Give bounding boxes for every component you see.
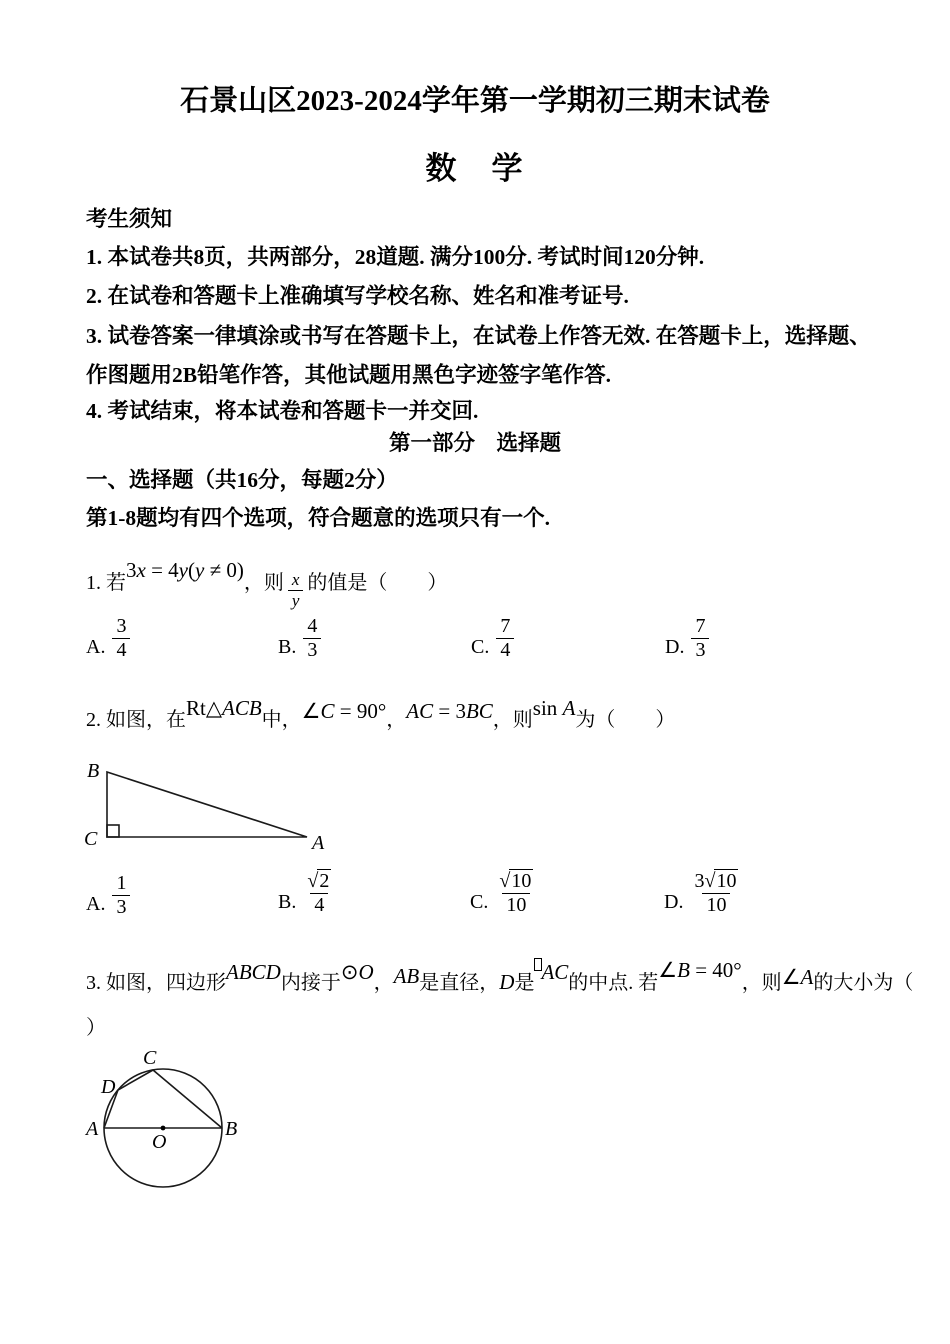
q3-text: ， [373, 972, 394, 994]
fraction-with-radical: $\frac{√10}{10}$ [499, 870, 532, 916]
q2-option-a [86, 872, 130, 919]
radical-sign: √ [704, 870, 716, 892]
option-label: B. [278, 891, 297, 913]
radical-sign: √ [499, 870, 511, 892]
q3-text: 3. 如图，四边形 [86, 972, 226, 994]
inscribed-quadrilateral [104, 1070, 222, 1128]
q3-angle-a: ∠A [781, 965, 814, 989]
notice-item-4: 4. 考试结束，将本试卷和答题卡一并交回. [86, 399, 479, 423]
section-heading: 一、选择题（共16分，每题2分） [86, 468, 398, 492]
q2-text: 2. 如图，在 [86, 709, 186, 731]
q1-text: ，则 [243, 572, 284, 594]
arc-symbol [534, 958, 542, 971]
q3-text: 是直径， [419, 972, 500, 994]
page-title: 石景山区2023-2024学年第一学期初三期末试卷 [180, 85, 770, 117]
notice-item-3: 3. 试卷答案一律填涂或书写在答题卡上，在试卷上作答无效. 在答题卡上，选择题、作图题用2B铅笔作答，其他试题用黑色字迹签字笔作答. [86, 324, 871, 387]
q1-text: 1. 若 [86, 572, 126, 594]
q3-circle-name: ⊙O [340, 960, 374, 984]
q3-text: ，则 [741, 972, 782, 994]
q1-option-c [471, 615, 514, 662]
fraction: $\frac{7}{4}$ [496, 615, 514, 662]
q1-text: 的值是（ ） [307, 572, 448, 594]
part1-title: 第一部分 选择题 [388, 431, 561, 455]
q1-option-d [665, 615, 709, 662]
circle-label-o: O [152, 1131, 167, 1153]
option-label: A. [86, 636, 106, 658]
notice-item-2: 2. 在试卷和答题卡上准确填写学校名称、姓名和准考证号. [86, 284, 629, 308]
q2-option-d [664, 869, 742, 917]
center-dot [161, 1126, 166, 1131]
notice-heading: 考生须知 [86, 207, 173, 231]
q3-text: 内接于 [280, 972, 341, 994]
circle-label-b: B [225, 1118, 238, 1140]
q2-sin-formula: sin A [532, 696, 576, 720]
fraction-with-radical: $\frac{3√10}{10}$ [694, 870, 737, 916]
triangle-figure [85, 757, 335, 852]
q2-text: ，则 [492, 709, 533, 731]
option-label: D. [665, 636, 685, 658]
option-label: C. [471, 636, 490, 658]
q2-side-formula: AC = 3BC [406, 699, 493, 723]
q2-option-b [278, 869, 335, 917]
radical-sign: √ [307, 870, 319, 892]
q3-text: 的中点. 若 [568, 972, 659, 994]
question-2 [86, 696, 676, 732]
notice-item-1: 1. 本试卷共8页，共两部分，28道题. 满分100分. 考试时间120分钟. [86, 245, 705, 269]
q1-fraction-x-over-y: $\frac{x}{y}$ [288, 570, 304, 610]
fraction: $\frac{7}{3}$ [691, 615, 709, 662]
option-label: B. [278, 636, 297, 658]
fraction: $\frac{4}{3}$ [303, 615, 321, 662]
circle-label-c: C [143, 1047, 157, 1069]
option-label: D. [664, 891, 684, 913]
q3-angle-b-formula: ∠B = 40° [658, 958, 742, 982]
q3-diameter-name: AB [393, 964, 420, 988]
right-angle-mark [107, 825, 119, 837]
q2-text: 为（ ） [575, 709, 676, 731]
q3-point-d: D [499, 970, 515, 994]
q3-text: 的大小为（ [813, 972, 914, 994]
triangle-label-a: A [312, 832, 325, 854]
q1-formula: 3x = 4y(y ≠ 0) [126, 558, 244, 582]
question-1 [86, 558, 448, 614]
section-note: 第1-8题均有四个选项，符合题意的选项只有一个. [86, 506, 551, 530]
triangle-label-c: C [84, 828, 98, 850]
fraction: $\frac{1}{3}$ [112, 872, 130, 919]
q3-arc-ac: AC [534, 960, 568, 985]
triangle-outline [107, 772, 307, 837]
q1-option-a [86, 615, 130, 662]
question-3-continued: ） [86, 1017, 106, 1039]
q2-triangle-formula: Rt△ACB [186, 696, 262, 720]
circle-label-a: A [86, 1118, 99, 1140]
subject-title: 数 学 [425, 151, 525, 186]
q3-text: 是 [514, 972, 535, 994]
option-label: C. [470, 891, 489, 913]
q2-text: ， [386, 709, 407, 731]
fraction-with-radical: $\frac{√2}{4}$ [307, 870, 330, 916]
fraction: $\frac{3}{4}$ [112, 615, 130, 662]
option-label: A. [86, 893, 106, 915]
triangle-label-b: B [87, 760, 100, 782]
q2-text: 中， [261, 709, 302, 731]
q2-angle-formula: ∠C = 90° [301, 699, 387, 723]
circle-label-d: D [101, 1076, 116, 1098]
question-3 [86, 958, 914, 995]
q1-option-b [278, 615, 321, 662]
q2-option-c [470, 869, 537, 917]
q3-quad-name: ABCD [226, 960, 281, 984]
